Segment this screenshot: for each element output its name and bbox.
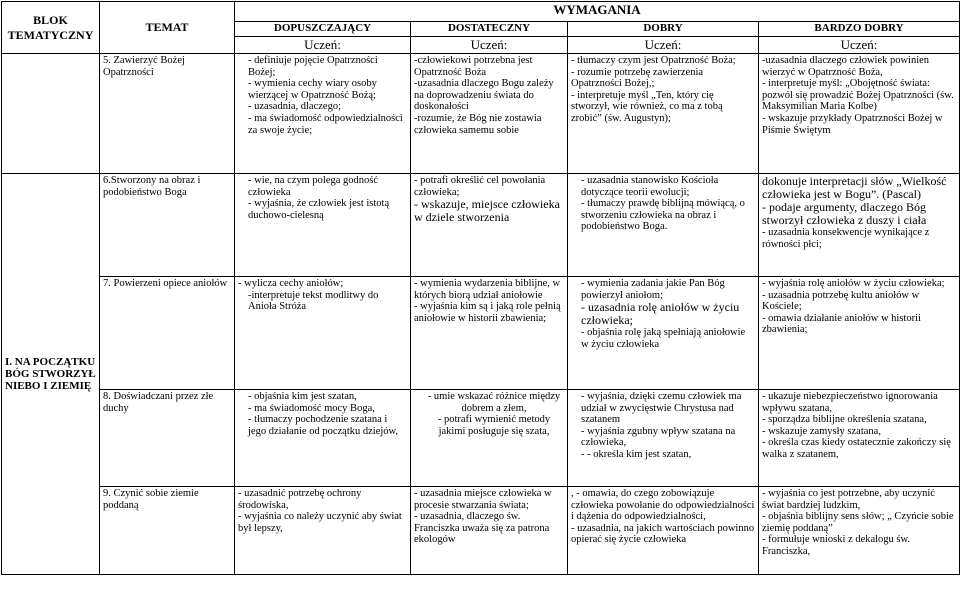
list-item: - - określa kim jest szatan, [581, 448, 692, 460]
list-item: - wyjaśnia, dzięki czemu człowiek ma udział w zwycięstwie Chrystusa nad szatanem [581, 391, 742, 426]
dobry-cell [568, 174, 759, 277]
list-item: -uzasadnia dlaczego Bogu zależy na doprowadzeniu świata do doskonałości [414, 78, 554, 113]
list-item: - wyjaśnia, że człowiek jest istotą duchowo-cielesną [248, 198, 390, 221]
list-item: - tłumaczy prawdę biblijną mówiącą, o stworzeniu człowieka na obraz i podobieństwo Boga. [581, 198, 745, 233]
temat-cell: 8. Doświadczani przez złe duchy [100, 390, 235, 487]
temat-cell: 9. Czynić sobie ziemie poddaną [100, 487, 235, 575]
dostateczny-cell [411, 174, 568, 277]
bardzo-dobry-cell [759, 277, 960, 390]
list-item: - ma świadomość odpowiedzialności za swoje życie; [248, 112, 403, 136]
header-wymagania: WYMAGANIA [235, 2, 960, 22]
list-item: - uzasadnia, dlaczego; [248, 101, 341, 113]
dostateczny-cell [411, 487, 568, 575]
dostateczny-cell [411, 277, 568, 390]
list-item: -człowiekowi potrzebna jest Opatrzność Boża [414, 55, 533, 78]
dopuszczajacy-cell [235, 277, 411, 390]
list-item: - uzasadnia konsekwencje wynikające z równości płci; [762, 227, 930, 250]
bardzo-dobry-cell [759, 390, 960, 487]
list-item: - potrafi określić cel powołania człowieka; [414, 175, 546, 198]
header-dostateczny: DOSTATECZNY [411, 22, 568, 37]
header-dobry: DOBRY [568, 22, 759, 37]
list-item: - umie wskazać różnice między dobrem a złem, [427, 391, 561, 414]
header-temat: TEMAT [100, 2, 235, 54]
list-item: - wyjaśnia co należy uczynić aby świat był lepszy, [238, 511, 402, 534]
dobry-cell [568, 54, 759, 174]
dostateczny-cell [411, 54, 568, 174]
list-item: - wyjaśnia rolę aniołów w życiu człowieka; [762, 278, 945, 289]
list-item: - rozumie potrzebę zawierzenia Opatrzności Bożej,; [571, 66, 704, 90]
list-item: - wie, na czym polega godność człowieka [248, 175, 379, 198]
list-item: -interpretuje tekst modlitwy do Anioła Stróża [248, 289, 379, 313]
list-item: - wskazuje, miejsce człowieka w dziele stworzenia [414, 197, 560, 225]
list-item: - tłumaczy czym jest Opatrzność Boża; [571, 55, 736, 66]
list-item: , - omawia, do czego zobowiązuje człowieka powołanie do odpowiedzialności i dążenia do odpowiedzialności, [571, 488, 755, 523]
requirements-table [1, 1, 960, 575]
list-item: dokonuje interpretacji słów „Wielkość człowieka jest w Bogu”. (Pascal) [762, 174, 947, 201]
list-item: - uzasadnia rolę aniołów w życiu człowieka; [581, 300, 740, 328]
bardzo-dobry-cell [759, 54, 960, 174]
list-item: - objaśnia biblijny sens słów; „ Czyńcie sobie ziemię poddaną” [762, 511, 954, 534]
list-item: - ma świadomość mocy Boga, [248, 402, 375, 414]
list-item: - wyjaśnia zgubny wpływ szatana na człowieka, [581, 425, 736, 449]
list-item: - wyjaśnia co jest potrzebne, aby uczynić świat bardziej ludzkim, [762, 488, 935, 511]
list-item: - omawia działanie aniołów w historii zbawienia; [762, 312, 921, 336]
list-item: - wymienia zadania jakie Pan Bóg powierzył aniołom; [581, 278, 725, 301]
list-item: - sporządza biblijne określenia szatana, [762, 414, 927, 426]
list-item: -rozumie, że Bóg nie zostawia człowieka samemu sobie [414, 112, 542, 136]
list-item: - uzasadnia potrzebę kultu aniołów w Kościele; [762, 289, 920, 313]
list-item: - uzasadnia stanowisko Kościoła dotyczące teorii ewolucji; [581, 175, 719, 198]
list-item: - interpretuje myśl „Ten, który cię stworzył, wie również, co ma z tobą zrobić” (św. Augustyn); [571, 89, 723, 124]
dobry-cell [568, 390, 759, 487]
list-item: - definiuje pojęcie Opatrzności Bożej; [248, 55, 378, 78]
list-item: - objaśnia rolę jaką spełniają aniołowie w życiu człowieka [581, 327, 746, 350]
list-item: - ukazuje niebezpieczeństwo ignorowania wpływu szatana, [762, 391, 938, 414]
list-item: - uzasadnić potrzebę ochrony środowiska, [238, 488, 362, 511]
list-item: - interpretuje myśl: „Obojętność świata: pozwól się prowadzić Bożej Opatrzności (św. Maksymilian Maria Kolbe) [762, 78, 954, 113]
list-item: - wskazuje przykłady Opatrzności Bożej w Piśmie Świętym [762, 112, 943, 136]
temat-cell: 7. Powierzeni opiece aniołów [100, 277, 235, 390]
list-item: - wyjaśnia kim są i jaką role pełnią aniołowie w historii zbawienia; [414, 301, 561, 324]
list-item: - podaje argumenty, dlaczego Bóg stworzył człowieka z duszy i ciała [762, 200, 927, 227]
dobry-cell [568, 487, 759, 575]
list-item: - uzasadnia, na jakich wartościach powinno opierać się życie człowieka [571, 522, 755, 546]
list-item: -uzasadnia dlaczego człowiek powinien wierzyć w Opatrzność Boża, [762, 55, 930, 78]
list-item: - wskazuje zamysły szatana, [762, 425, 881, 437]
list-item: - tłumaczy pochodzenie szatana i jego działanie od początku dziejów, [248, 414, 399, 437]
list-item: - określa czas kiedy ostatecznie zakończy się walka z szatanem, [762, 437, 951, 460]
dopuszczajacy-cell [235, 54, 411, 174]
header-uczen: Uczeń: [759, 37, 960, 54]
list-item: - potrafi wymienić metody jakimi posługuje się szata, [437, 414, 551, 437]
list-item: - wymienia wydarzenia biblijne, w których biorą udział aniołowie [414, 278, 561, 301]
temat-cell: 6.Stworzony na obraz i podobieństwo Boga [100, 174, 235, 277]
dopuszczajacy-cell [235, 174, 411, 277]
list-item: - objaśnia kim jest szatan, [248, 391, 357, 402]
list-item: - wymienia cechy wiary osoby wierzącej w Opatrzność Bożą; [248, 78, 377, 101]
dopuszczajacy-cell [235, 390, 411, 487]
header-uczen: Uczeń: [235, 37, 411, 54]
block-cell-empty [2, 54, 100, 174]
header-bardzo-dobry: BARDZO DOBRY [759, 22, 960, 37]
list-item: - uzasadnia, dlaczego św. Franciszka uważa się za patrona ekologów [414, 511, 550, 546]
dostateczny-cell [411, 390, 568, 487]
list-item: - uzasadnia miejsce człowieka w procesie stwarzania świata; [414, 488, 552, 511]
header-uczen: Uczeń: [568, 37, 759, 54]
list-item: - wylicza cechy aniołów; [238, 278, 344, 289]
header-blok: BLOK TEMATYCZNY [2, 2, 100, 54]
list-item: - formułuje wnioski z dekalogu św. Franciszka, [762, 534, 911, 557]
header-dopuszczajacy: DOPUSZCZAJĄCY [235, 22, 411, 37]
bardzo-dobry-cell [759, 487, 960, 575]
block-title: I. NA POCZĄTKU BÓG STWORZYŁ NIEBO I ZIEMIĘ [2, 174, 100, 575]
temat-cell: 5. Zawierzyć Bożej Opatrzności [100, 54, 235, 174]
header-uczen: Uczeń: [411, 37, 568, 54]
bardzo-dobry-cell [759, 174, 960, 277]
dopuszczajacy-cell [235, 487, 411, 575]
dobry-cell [568, 277, 759, 390]
